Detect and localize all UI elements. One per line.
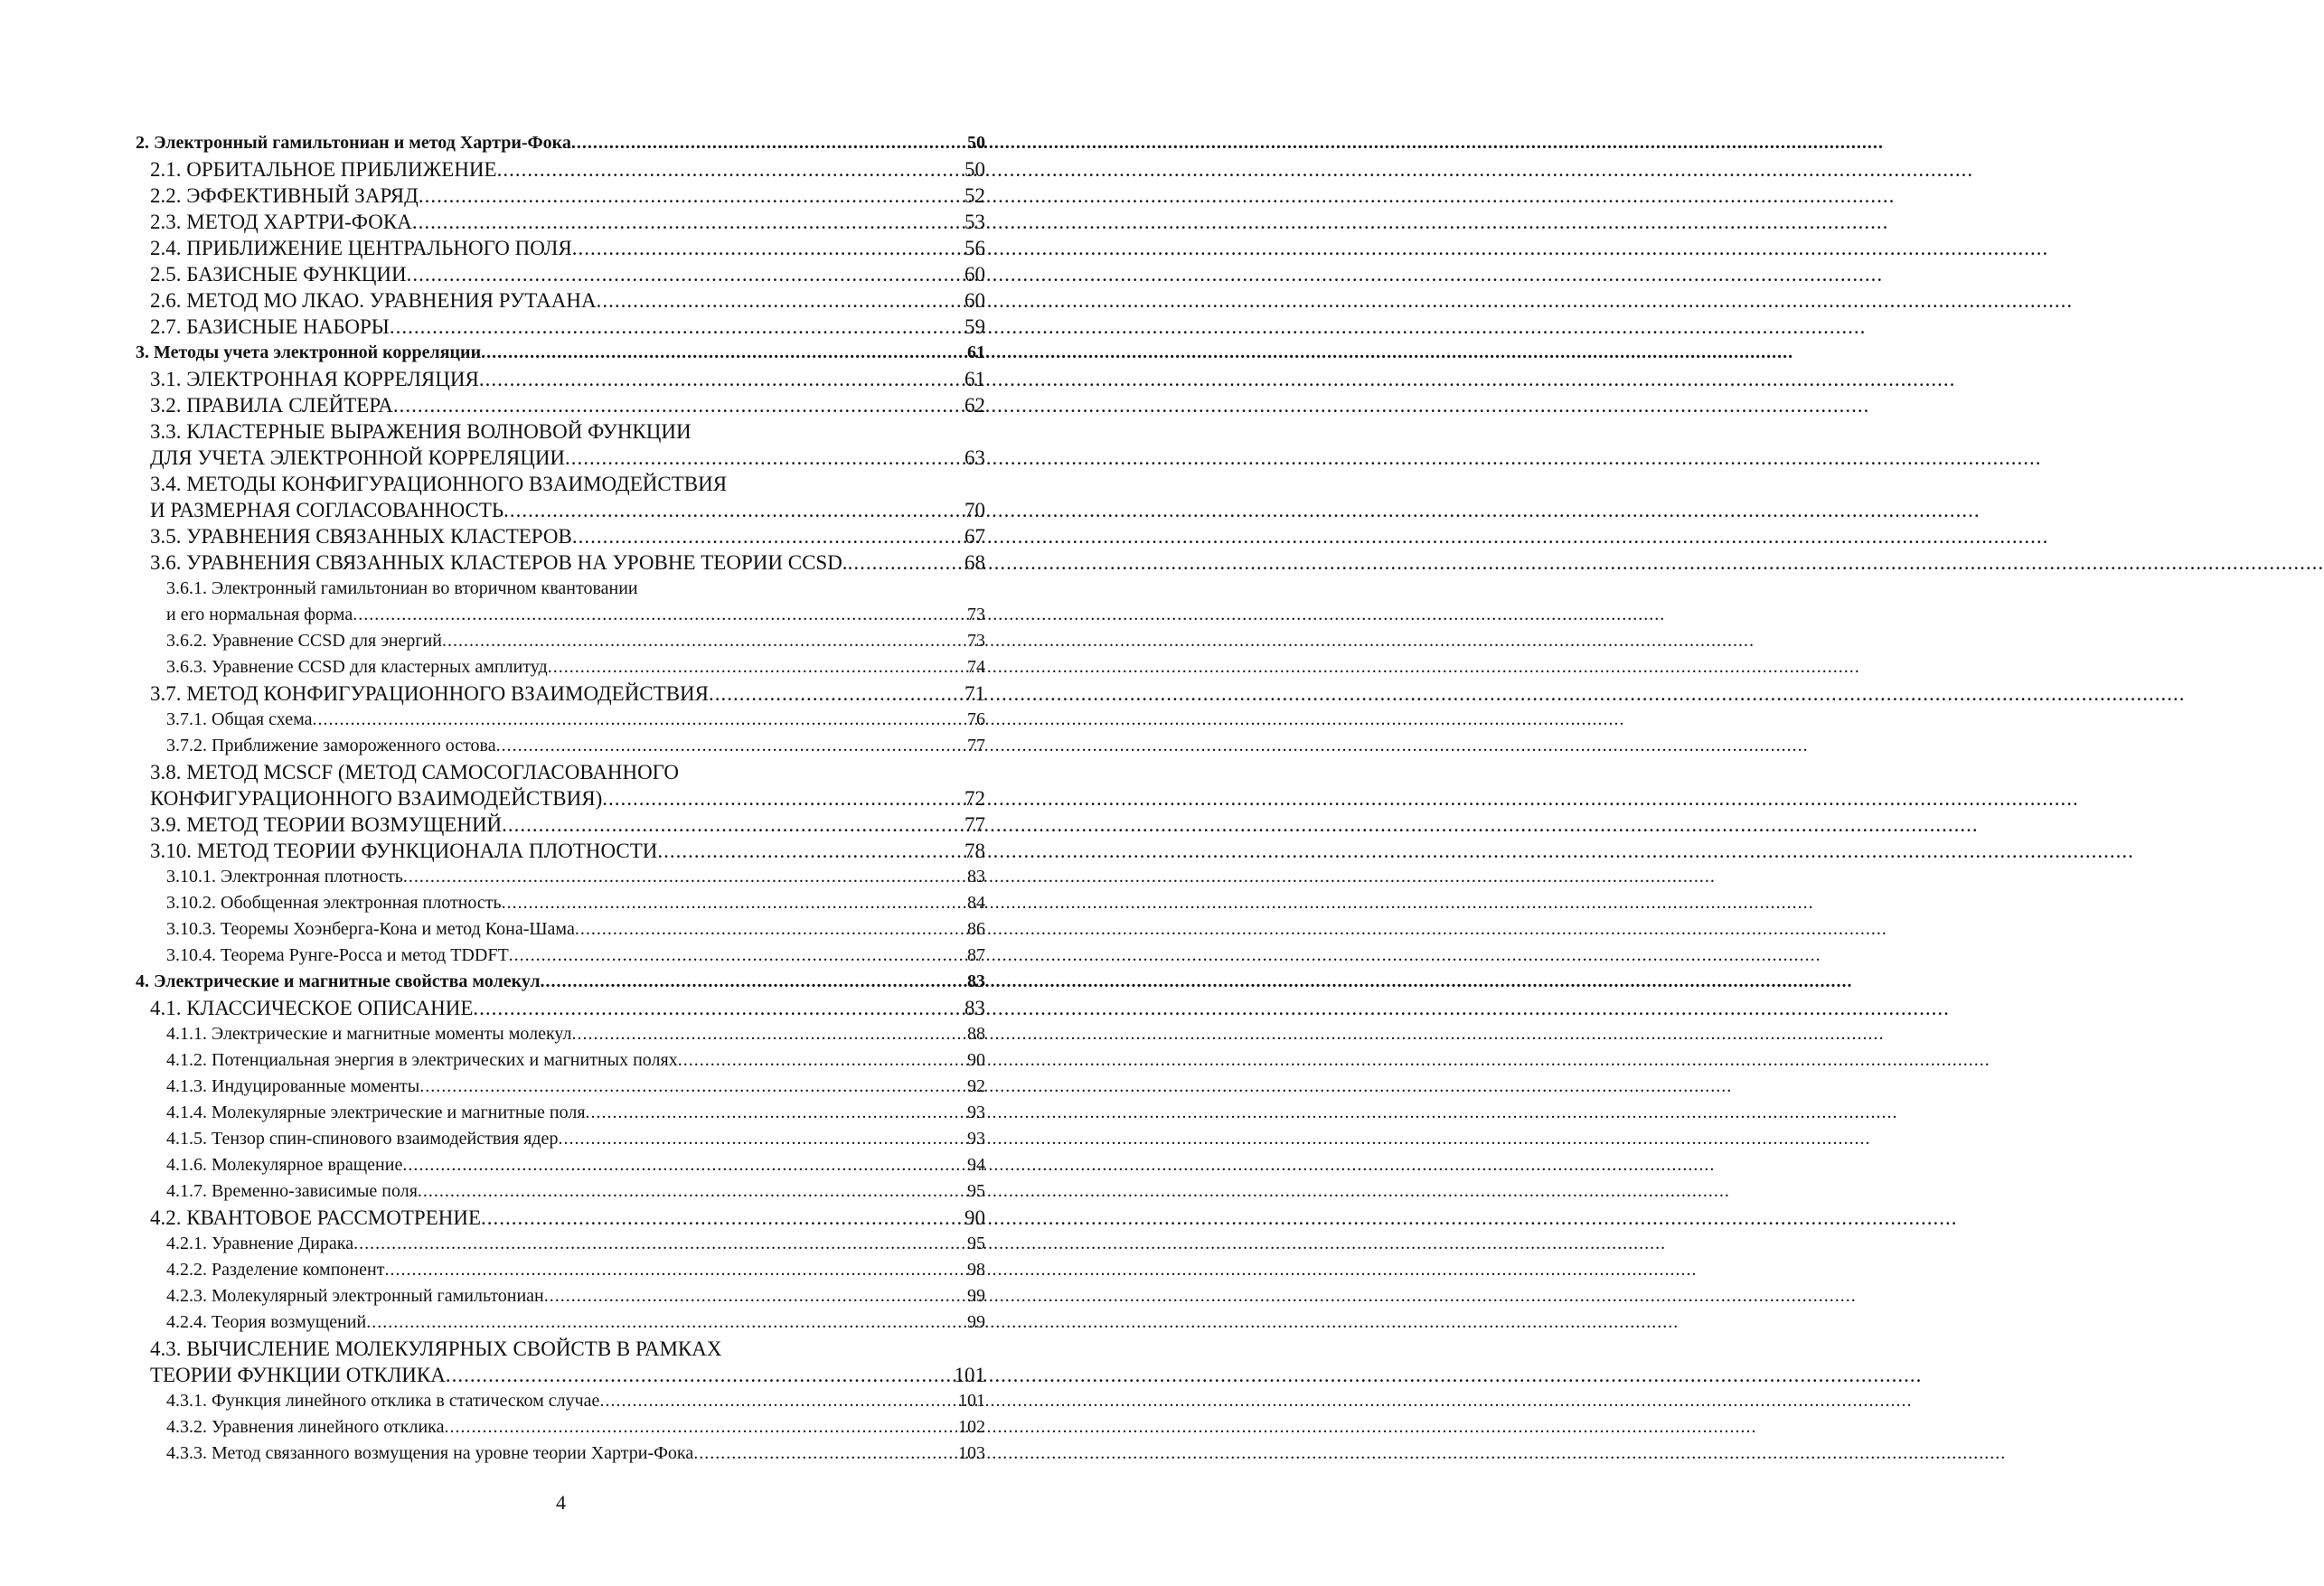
toc-entry-page: 94 bbox=[967, 1155, 985, 1175]
toc-entry-page: 63 bbox=[964, 446, 985, 469]
toc-entry-title: 3.10.3. Теоремы Хоэнберга-Кона и метод Кона-Шама bbox=[166, 919, 575, 939]
toc-entry-leader bbox=[446, 1362, 955, 1388]
toc-entry-title: 2.6. МЕТОД МО ЛКАО. УРАВНЕНИЯ РУТААНА bbox=[150, 289, 597, 312]
toc-entry-title: 3. Методы учета электронной корреляции bbox=[136, 343, 482, 362]
toc-entry-page: 95 bbox=[967, 1234, 985, 1253]
toc-entry-title: 4.3.2. Уравнения линейного отклика bbox=[166, 1417, 445, 1437]
toc-entry bbox=[136, 812, 985, 838]
toc-entry-leader bbox=[479, 366, 964, 392]
toc-entry-title: 4.1.4. Молекулярные электрические и магнитные поля bbox=[166, 1103, 586, 1122]
toc-entry-leader bbox=[403, 864, 967, 890]
toc-entry-leader bbox=[473, 995, 964, 1021]
toc-entry-page: 86 bbox=[967, 919, 985, 939]
toc-entry-page: 59 bbox=[964, 315, 985, 338]
toc-entry-leader bbox=[312, 707, 967, 733]
toc-entry-page: 67 bbox=[964, 525, 985, 548]
toc-entry-page: 92 bbox=[967, 1076, 985, 1096]
toc-entry bbox=[136, 1205, 985, 1231]
toc-entry-title: 3.7.1. Общая схема bbox=[166, 709, 313, 729]
toc-entry bbox=[136, 130, 985, 156]
toc-entry-leader bbox=[709, 680, 964, 707]
toc-entry-title: 3.10.2. Обобщенная электронная плотность bbox=[166, 893, 502, 913]
toc-entry-title: 2.3. МЕТОД ХАРТРИ-ФОКА bbox=[150, 211, 412, 233]
toc-entry bbox=[136, 733, 985, 759]
toc-entry-page: 93 bbox=[967, 1103, 985, 1122]
toc-entry-title: 3.2. ПРАВИЛА СЛЕЙТЕРА bbox=[150, 394, 393, 417]
toc-entry-leader bbox=[444, 1414, 958, 1441]
toc-entry-page: 95 bbox=[967, 1181, 985, 1201]
toc-entry bbox=[136, 287, 985, 314]
toc-entry bbox=[136, 1336, 985, 1362]
toc-entry-page: 62 bbox=[964, 394, 985, 417]
toc-entry-page: 56 bbox=[964, 237, 985, 259]
toc-entry-leader bbox=[548, 654, 967, 680]
toc-entry-page: 73 bbox=[967, 605, 985, 624]
toc-entry-title: 4.1.6. Молекулярное вращение bbox=[166, 1155, 403, 1175]
toc-entry-leader bbox=[678, 1047, 967, 1074]
toc-entry-page: 87 bbox=[967, 945, 985, 965]
toc-entry-title: 2.7. БАЗИСНЫЕ НАБОРЫ bbox=[150, 315, 390, 338]
toc-entry-page: 72 bbox=[964, 787, 985, 810]
toc-entry-page: 101 bbox=[958, 1391, 985, 1411]
toc-entry-title: 4.1.5. Тензор спин-спинового взаимодействия ядер bbox=[166, 1129, 559, 1149]
toc-entry-leader bbox=[572, 235, 964, 261]
toc-entry-title: 4.1.3. Индуцированные моменты bbox=[166, 1076, 420, 1096]
toc-entry-leader bbox=[597, 287, 964, 314]
toc-entry-page: 74 bbox=[967, 657, 985, 677]
toc-entry-page: 60 bbox=[964, 263, 985, 286]
toc-entry-page: 77 bbox=[964, 813, 985, 836]
toc-entry bbox=[136, 1126, 985, 1152]
toc-entry bbox=[136, 183, 985, 209]
toc-entry-page: 84 bbox=[967, 893, 985, 913]
toc-entry-title: и его нормальная форма bbox=[166, 605, 353, 624]
toc-entry-leader bbox=[419, 1074, 967, 1100]
toc-entry-page: 83 bbox=[967, 867, 985, 887]
toc-entry-leader bbox=[390, 314, 964, 340]
toc-entry-page: 53 bbox=[964, 211, 985, 233]
toc-entry-leader bbox=[366, 1309, 967, 1336]
toc-entry bbox=[136, 1231, 985, 1257]
toc-entry bbox=[136, 1388, 985, 1414]
toc-entry-page: 103 bbox=[958, 1443, 985, 1463]
toc-entry-leader bbox=[407, 261, 964, 287]
toc-entry bbox=[136, 628, 985, 654]
toc-entry-title: 3.1. ЭЛЕКТРОННАЯ КОРРЕЛЯЦИЯ bbox=[150, 368, 479, 390]
toc-entry-leader bbox=[503, 497, 964, 523]
toc-entry-title: 2.1. ОРБИТАЛЬНОЕ ПРИБЛИЖЕНИЕ bbox=[150, 158, 497, 181]
toc-entry-leader bbox=[502, 812, 964, 838]
toc-entry-page: 70 bbox=[964, 499, 985, 521]
toc-entry-title: 2. Электронный гамильтониан и метод Хартри-Фока bbox=[136, 133, 571, 153]
toc-entry bbox=[136, 1178, 985, 1205]
toc-entry-title: 3.4. МЕТОДЫ КОНФИГУРАЦИОННОГО ВЗАИМОДЕЙСТВИЯ bbox=[150, 473, 728, 495]
toc-entry-title: 3.6. УРАВНЕНИЯ СВЯЗАННЫХ КЛАСТЕРОВ НА УРОВНЕ ТЕОРИИ CCSD. bbox=[150, 551, 848, 574]
toc-entry-leader bbox=[693, 1441, 958, 1467]
toc-entry bbox=[136, 471, 985, 497]
toc-entry-leader bbox=[541, 969, 967, 995]
toc-entry bbox=[136, 1441, 985, 1467]
toc-entry-page: 99 bbox=[967, 1312, 985, 1332]
toc-entry-title: 2.5. БАЗИСНЫЕ ФУНКЦИИ bbox=[150, 263, 407, 286]
toc-entry bbox=[136, 418, 985, 445]
toc-entry bbox=[136, 1047, 985, 1074]
toc-entry bbox=[136, 864, 985, 890]
toc-entry-title: 4.2.4. Теория возмущений bbox=[166, 1312, 367, 1332]
toc-entry-leader bbox=[502, 890, 967, 916]
toc-entry-leader bbox=[497, 156, 964, 183]
toc-entry bbox=[136, 366, 985, 392]
table-of-contents bbox=[136, 130, 985, 1467]
toc-entry bbox=[136, 1152, 985, 1178]
toc-entry-leader bbox=[571, 130, 967, 156]
toc-entry-title: 4.1.7. Временно-зависимые поля bbox=[166, 1181, 418, 1201]
toc-entry-leader bbox=[586, 1100, 967, 1126]
toc-entry-title: И РАЗМЕРНАЯ СОГЛАСОВАННОСТЬ bbox=[150, 499, 504, 521]
toc-entry bbox=[136, 1283, 985, 1309]
toc-entry-page: 50 bbox=[967, 133, 985, 153]
toc-entry bbox=[136, 1100, 985, 1126]
page-number: 4 bbox=[556, 1491, 566, 1514]
toc-entry bbox=[136, 1309, 985, 1336]
toc-entry-title: 2.4. ПРИБЛИЖЕНИЕ ЦЕНТРАЛЬНОГО ПОЛЯ bbox=[150, 237, 572, 259]
toc-entry-page: 68 bbox=[964, 551, 985, 574]
toc-entry bbox=[136, 1257, 985, 1283]
toc-entry-leader bbox=[496, 733, 967, 759]
toc-entry-title: 4.1. КЛАССИЧЕСКОЕ ОПИСАНИЕ bbox=[150, 997, 474, 1019]
toc-entry bbox=[136, 209, 985, 235]
toc-entry bbox=[136, 707, 985, 733]
toc-entry-page: 102 bbox=[958, 1417, 985, 1437]
toc-entry bbox=[136, 156, 985, 183]
toc-entry bbox=[136, 1414, 985, 1441]
toc-entry-title: 4.2.2. Разделение компонент bbox=[166, 1260, 385, 1280]
toc-entry bbox=[136, 576, 985, 602]
toc-entry-page: 61 bbox=[964, 368, 985, 390]
toc-entry bbox=[136, 314, 985, 340]
toc-entry-page: 83 bbox=[964, 997, 985, 1019]
toc-entry-page: 61 bbox=[967, 343, 985, 362]
toc-entry-leader bbox=[402, 1152, 967, 1178]
toc-entry-title: 3.7.2. Приближение замороженного остова bbox=[166, 736, 496, 755]
toc-entry-page: 98 bbox=[967, 1260, 985, 1280]
toc-entry-title: 3.8. МЕТОД MCSCF (МЕТОД САМОСОГЛАСОВАННОГО bbox=[150, 761, 680, 784]
toc-entry-title: 4.2.3. Молекулярный электронный гамильтониан bbox=[166, 1286, 544, 1306]
toc-entry bbox=[136, 916, 985, 943]
toc-entry-leader bbox=[599, 1388, 958, 1414]
toc-entry-leader bbox=[565, 445, 964, 471]
toc-entry-leader bbox=[412, 209, 964, 235]
toc-entry-title: 4.3.1. Функция линейного отклика в статическом случае bbox=[166, 1391, 600, 1411]
toc-entry-title: 3.3. КЛАСТЕРНЫЕ ВЫРАЖЕНИЯ ВОЛНОВОЙ ФУНКЦИИ bbox=[150, 420, 692, 443]
toc-entry-leader bbox=[481, 1205, 964, 1231]
toc-entry-title: 3.6.3. Уравнение CCSD для кластерных амплитуд bbox=[166, 657, 548, 677]
toc-entry bbox=[136, 523, 985, 549]
toc-entry-leader bbox=[442, 628, 967, 654]
toc-entry-page: 52 bbox=[964, 184, 985, 207]
toc-entry bbox=[136, 602, 985, 628]
toc-entry bbox=[136, 392, 985, 418]
toc-entry-page: 60 bbox=[964, 289, 985, 312]
toc-entry-title: ТЕОРИИ ФУНКЦИИ ОТКЛИКА bbox=[150, 1364, 446, 1386]
toc-entry-title: 4.2. КВАНТОВОЕ РАССМОТРЕНИЕ bbox=[150, 1206, 482, 1229]
toc-entry-leader bbox=[544, 1283, 967, 1309]
toc-entry bbox=[136, 995, 985, 1021]
toc-entry-page: 50 bbox=[964, 158, 985, 181]
toc-entry-title: 3.9. МЕТОД ТЕОРИИ ВОЗМУЩЕНИЙ bbox=[150, 813, 503, 836]
toc-entry-leader bbox=[418, 1178, 967, 1205]
toc-entry-page: 101 bbox=[954, 1364, 985, 1386]
toc-entry-page: 83 bbox=[967, 971, 985, 991]
toc-entry-page: 77 bbox=[967, 736, 985, 755]
toc-entry-leader bbox=[572, 1021, 968, 1047]
toc-entry-page: 76 bbox=[967, 709, 985, 729]
toc-entry-leader bbox=[353, 602, 967, 628]
toc-entry-title: ДЛЯ УЧЕТА ЭЛЕКТРОННОЙ КОРРЕЛЯЦИИ bbox=[150, 446, 566, 469]
toc-entry-leader bbox=[848, 549, 964, 576]
toc-entry bbox=[136, 969, 985, 995]
toc-entry bbox=[136, 1074, 985, 1100]
toc-entry-page: 90 bbox=[967, 1050, 985, 1070]
toc-entry-title: 4.1.2. Потенциальная энергия в электрических и магнитных полях bbox=[166, 1050, 678, 1070]
toc-entry bbox=[136, 235, 985, 261]
toc-entry bbox=[136, 1362, 985, 1388]
toc-entry-title: 3.10. МЕТОД ТЕОРИИ ФУНКЦИОНАЛА ПЛОТНОСТИ bbox=[150, 840, 658, 862]
toc-entry-page: 88 bbox=[967, 1024, 985, 1044]
toc-entry-leader bbox=[481, 340, 967, 366]
toc-entry bbox=[136, 1021, 985, 1047]
toc-entry-title: 3.10.1. Электронная плотность bbox=[166, 867, 403, 887]
toc-entry-title: 3.10.4. Теорема Рунге-Росса и метод TDDFT bbox=[166, 945, 509, 965]
toc-entry bbox=[136, 340, 985, 366]
toc-entry-leader bbox=[575, 916, 967, 943]
toc-entry-title: 4.3. ВЫЧИСЛЕНИЕ МОЛЕКУЛЯРНЫХ СВОЙСТВ В РАМКАХ bbox=[150, 1337, 722, 1360]
toc-entry bbox=[136, 785, 985, 812]
toc-entry-leader bbox=[393, 392, 964, 418]
toc-entry-title: 3.5. УРАВНЕНИЯ СВЯЗАННЫХ КЛАСТЕРОВ bbox=[150, 525, 572, 548]
toc-entry bbox=[136, 549, 985, 576]
toc-entry-page: 90 bbox=[964, 1206, 985, 1229]
toc-entry-page: 99 bbox=[967, 1286, 985, 1306]
toc-entry-page: 78 bbox=[964, 840, 985, 862]
toc-entry-page: 93 bbox=[967, 1129, 985, 1149]
toc-entry-title: 2.2. ЭФФЕКТИВНЫЙ ЗАРЯД bbox=[150, 184, 419, 207]
toc-entry bbox=[136, 261, 985, 287]
toc-entry-leader bbox=[602, 785, 964, 812]
toc-entry bbox=[136, 890, 985, 916]
toc-entry-leader bbox=[384, 1257, 967, 1283]
toc-entry-title: КОНФИГУРАЦИОННОГО ВЗАИМОДЕЙСТВИЯ) bbox=[150, 787, 603, 810]
toc-entry-leader bbox=[353, 1231, 967, 1257]
toc-entry-title: 3.6.2. Уравнение CCSD для энергий bbox=[166, 631, 442, 651]
toc-entry-leader bbox=[419, 183, 964, 209]
toc-entry-title: 3.7. МЕТОД КОНФИГУРАЦИОННОГО ВЗАИМОДЕЙСТВИЯ bbox=[150, 682, 709, 705]
toc-entry-leader bbox=[572, 523, 964, 549]
toc-entry-page: 73 bbox=[967, 631, 985, 651]
toc-entry-title: 3.6.1. Электронный гамильтониан во вторичном квантовании bbox=[166, 578, 638, 598]
toc-entry bbox=[136, 445, 985, 471]
toc-entry-page: 71 bbox=[964, 682, 985, 705]
toc-entry-leader bbox=[558, 1126, 967, 1152]
toc-entry-title: 4.3.3. Метод связанного возмущения на уровне теории Хартри-Фока bbox=[166, 1443, 694, 1463]
toc-entry-title: 4.1.1. Электрические и магнитные моменты молекул bbox=[166, 1024, 572, 1044]
toc-entry-leader bbox=[657, 838, 964, 864]
toc-entry bbox=[136, 497, 985, 523]
toc-entry-title: 4. Электрические и магнитные свойства молекул bbox=[136, 971, 541, 991]
toc-entry bbox=[136, 838, 985, 864]
toc-entry bbox=[136, 654, 985, 680]
toc-entry bbox=[136, 759, 985, 785]
toc-entry bbox=[136, 943, 985, 969]
toc-entry-leader bbox=[509, 943, 967, 969]
toc-entry bbox=[136, 680, 985, 707]
toc-entry-title: 4.2.1. Уравнение Дирака bbox=[166, 1234, 354, 1253]
